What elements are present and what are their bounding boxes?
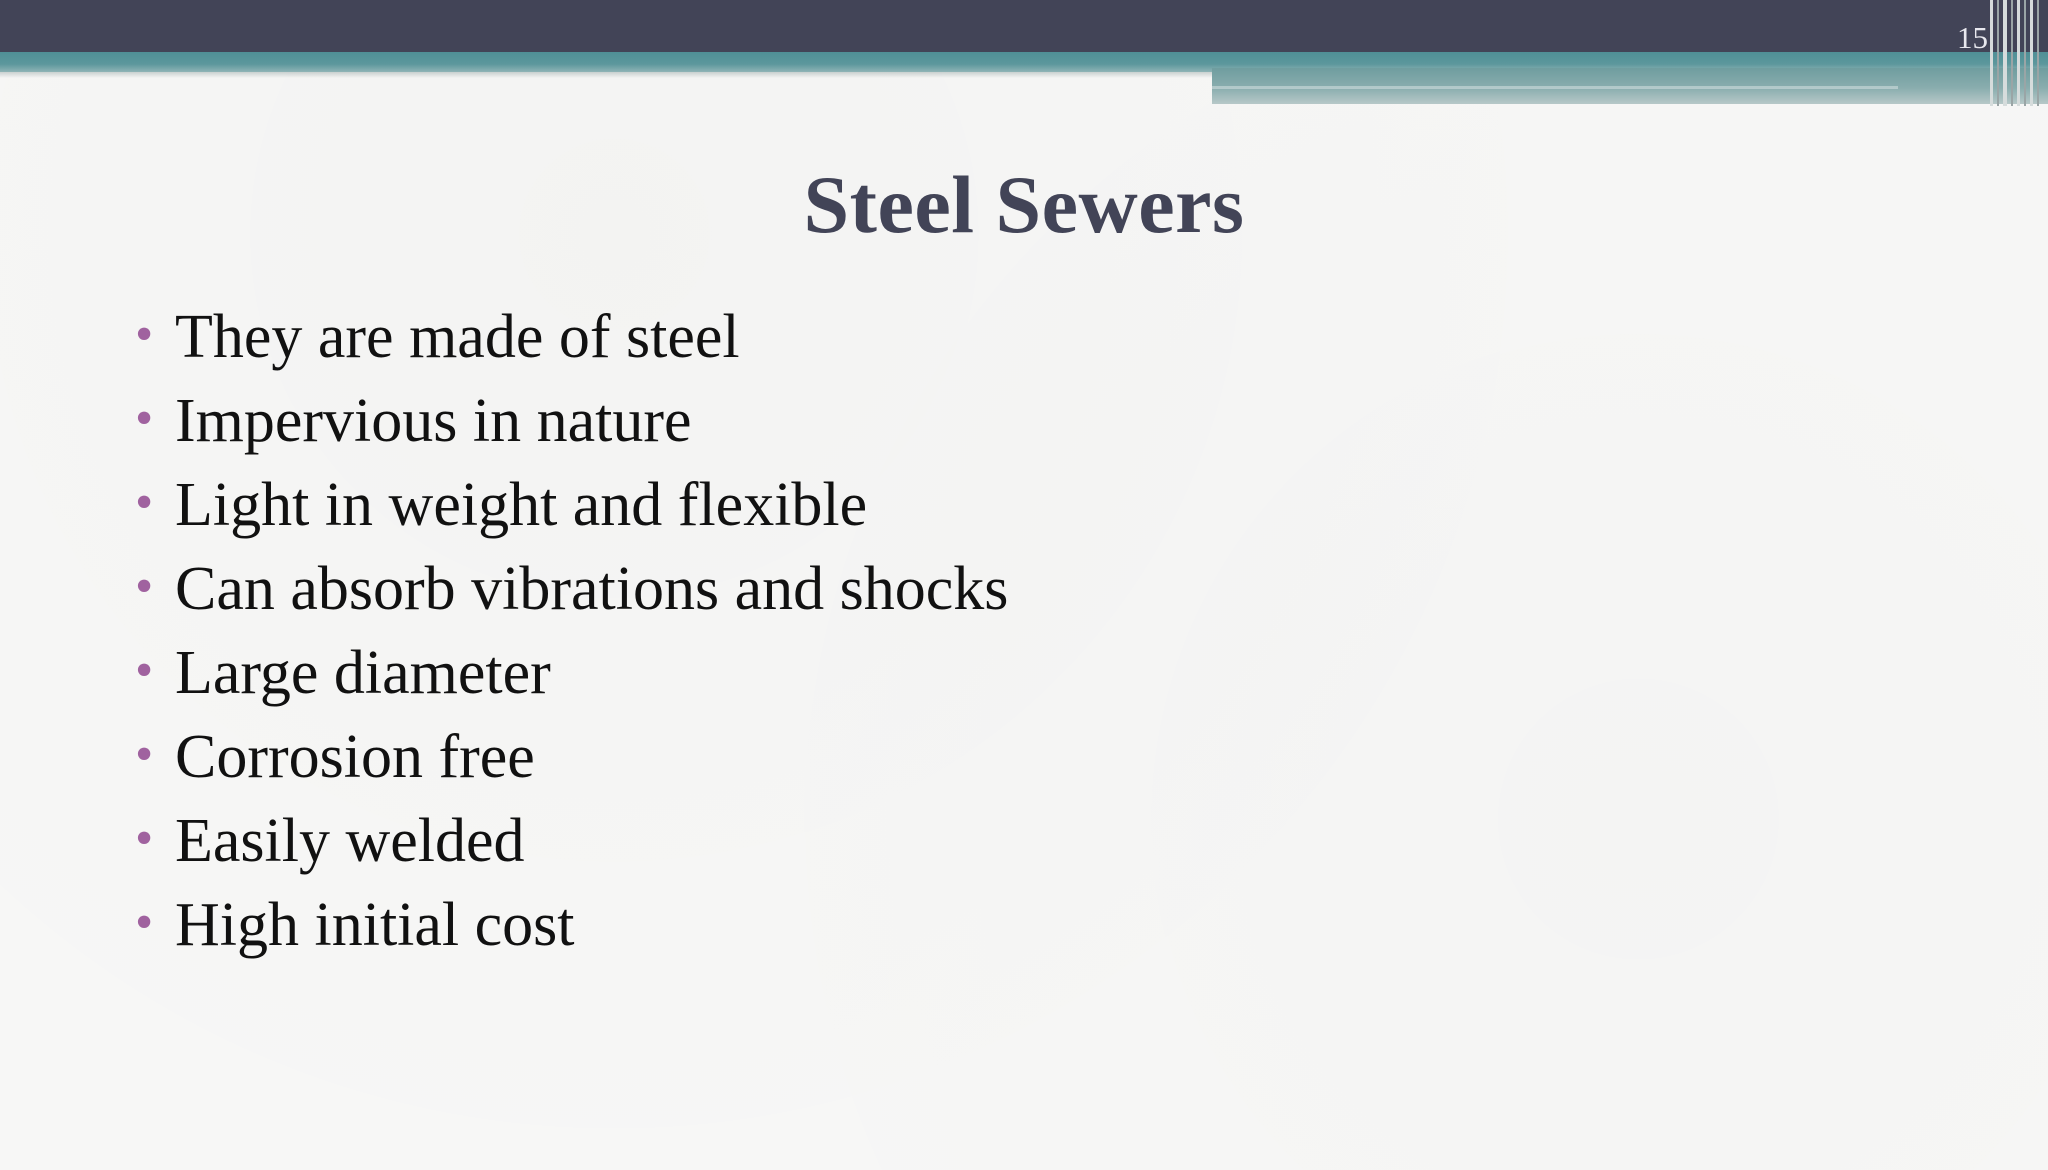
- bullet-item: [135, 302, 1008, 386]
- decorative-line: [1997, 0, 1999, 106]
- decorative-line: [2003, 0, 2007, 106]
- decorative-line: [2024, 0, 2026, 106]
- bullet-item: [135, 470, 1008, 554]
- bullet-text: Easily welded: [175, 807, 525, 875]
- slide-title: Steel Sewers: [803, 159, 1245, 250]
- bullet-marker: •: [135, 894, 154, 951]
- bullet-marker: •: [135, 810, 154, 867]
- bullet-item: [135, 386, 1008, 470]
- bullet-item: [135, 638, 1008, 722]
- bullet-marker: •: [135, 306, 154, 363]
- bullet-text: They are made of steel: [175, 303, 740, 371]
- bullet-item: [135, 806, 1008, 890]
- bullet-marker: •: [135, 558, 154, 615]
- decorative-line: [2011, 0, 2013, 106]
- header-bar: [0, 0, 2048, 52]
- bullet-marker: •: [135, 726, 154, 783]
- bullet-text: High initial cost: [175, 891, 575, 959]
- bullet-marker: •: [135, 642, 154, 699]
- bullet-item: [135, 554, 1008, 638]
- bullet-text: Light in weight and flexible: [175, 471, 868, 539]
- bullet-text: Can absorb vibrations and shocks: [175, 555, 1009, 623]
- bullet-item: [135, 890, 1008, 974]
- bullet-item: [135, 722, 1008, 806]
- decorative-line: [2037, 0, 2039, 106]
- bullet-text: Impervious in nature: [175, 387, 692, 455]
- decorative-line: [2030, 0, 2033, 106]
- bullet-marker: •: [135, 390, 154, 447]
- bullet-list: [135, 302, 1008, 974]
- page-number: 15: [1957, 20, 1988, 55]
- decorative-line: [2017, 0, 2020, 106]
- accent-tab-line: [1212, 86, 1898, 89]
- bullet-marker: •: [135, 474, 154, 531]
- decorative-line: [1990, 0, 1993, 106]
- bullet-text: Corrosion free: [175, 723, 535, 791]
- bullet-text: Large diameter: [175, 639, 551, 707]
